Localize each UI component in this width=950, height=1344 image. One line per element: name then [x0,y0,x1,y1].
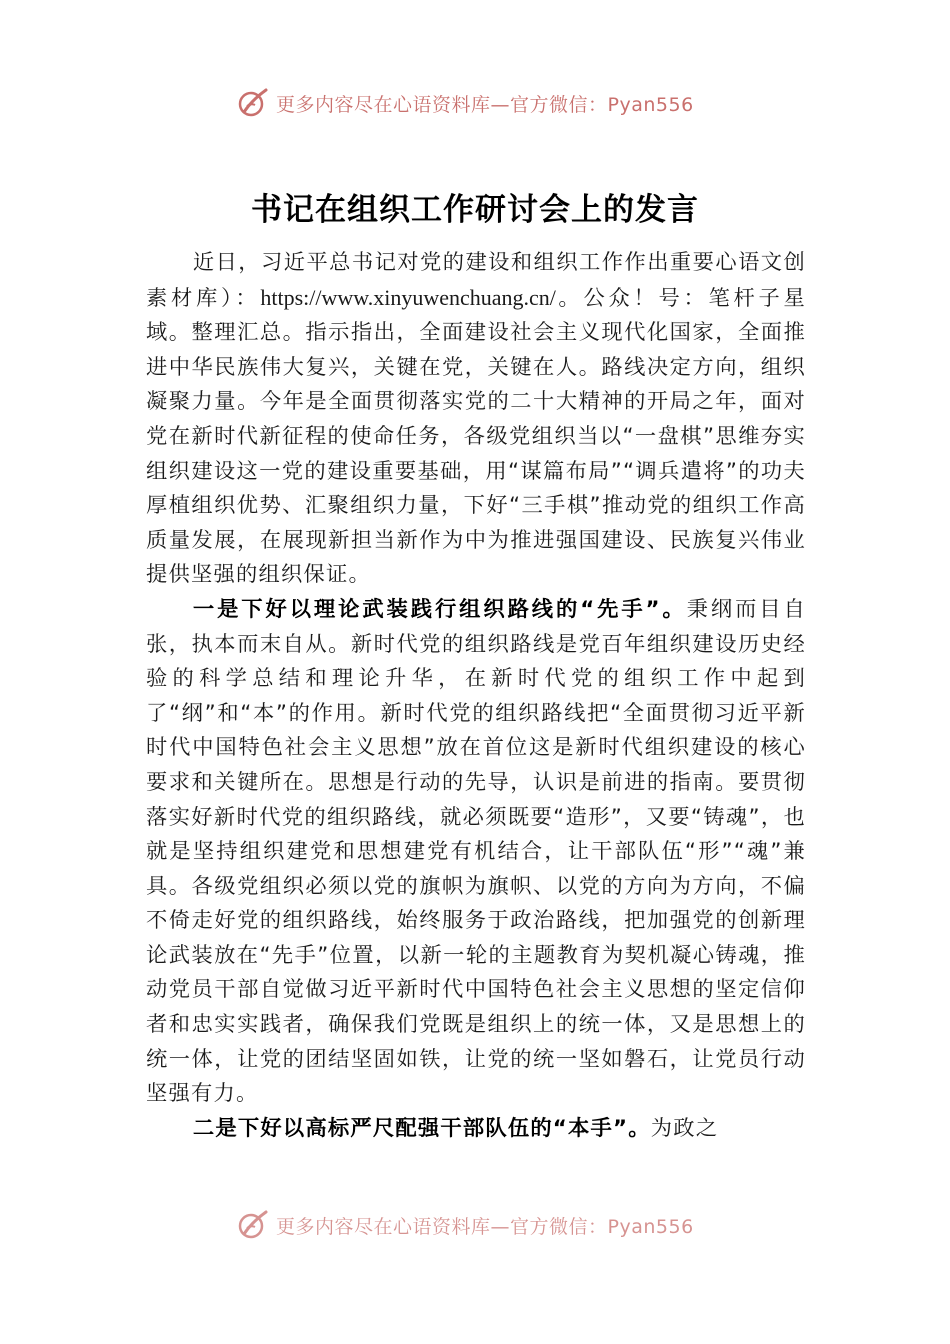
brush-logo-icon [236,1208,270,1242]
document-title: 书记在组织工作研讨会上的发言 [251,192,699,228]
paragraph-intro [146,246,806,593]
watermark-footer [236,1208,694,1242]
point-two-body: 为政之 [650,1115,719,1141]
document-body [146,246,806,1146]
watermark-text: 更多内容尽在心语资料库—官方微信：Pyan556 [276,93,694,116]
intro-text-a: 近日，习近平总书记对党的建设和组织工作作出重要心语文创素材库）： [146,250,806,311]
brush-logo-icon [236,86,270,120]
paragraph-point-two [146,1112,806,1147]
watermark-text: 更多内容尽在心语资料库—官方微信：Pyan556 [276,1215,694,1238]
point-one-body: 秉纲而目自张，执本而末自从。新时代党的组织路线是党百年组织建设历史经验的科学总结和理论升华，在新时代党的组织工作中起到了“纲”和“本”的作用。新时代党的组织路线把“全面贯彻习近平新时代中国特色社会主义思想”放在首位这是新时代组织建设的核心要求和关键所在。思想是行动的先导，认识是前进的指南。要贯彻落实好新时代党的组织路线，就必须既要“造形”，又要“铸魂”，也就是坚持组织建党和思想建党有机结合，让干部队伍“形”“魂”兼具。各级党组织必须以党的旗帜为旗帜、以党的方向为方向，不偏不倚走好党的组织路线，始终服务于政治路线，把加强党的创新理论武装放在“先手”位置，以新一轮的主题教育为契机凝心铸魂，推动党员干部自觉做习近平新时代中国特色社会主义思想的坚定信仰者和忠实实践者，确保我们党既是组织上的统一体，又是思想上的统一体，让党的团结坚固如铁，让党的统一坚如磐石，让党员行动坚强有力。 [146,596,806,1107]
paragraph-point-one [146,593,806,1112]
point-two-heading: 二是下好以高标严尺配强干部队伍的“本手”。 [192,1115,651,1141]
point-one-heading: 一是下好以理论武装践行组织路线的“先手”。 [192,596,687,622]
source-url: https://www.xinyuwenchuang.cn/ [260,284,556,310]
watermark-header [236,86,694,120]
intro-text-b: 。公众！号：笔杆子星域。整理汇总。指示指出，全面建设社会主义现代化国家，全面推进中华民族伟大复兴，关键在党，关键在人。路线决定方向，组织凝聚力量。今年是全面贯彻落实党的二十大精神的开局之年，面对党在新时代新征程的使命任务，各级党组织当以“一盘棋”思维夯实组织建设这一党的建设重要基础，用“谋篇布局”“调兵遣将”的功夫厚植组织优势、汇聚组织力量，下好“三手棋”推动党的组织工作高质量发展，在展现新担当新作为中为推进强国建设、民族复兴伟业提供坚强的组织保证。 [146,285,806,588]
